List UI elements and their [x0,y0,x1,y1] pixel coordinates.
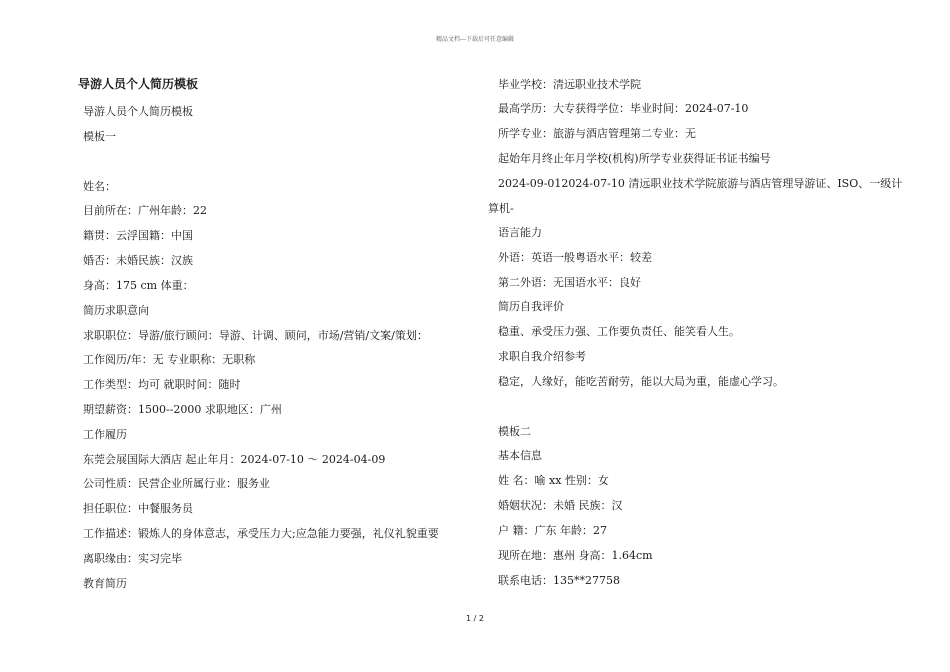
text-line: 婚姻状况：未婚 民族：汉 [498,499,623,512]
text-line: 户 籍：广东 年龄：27 [498,524,607,537]
text-line: 现所在地：惠州 身高：1.64cm [498,549,653,562]
section-heading: 语言能力 [498,226,542,239]
page-number: 1 / 2 [466,614,484,623]
section-heading: 基本信息 [498,449,542,462]
section-heading: 模板二 [498,425,531,438]
text-line: 所学专业：旅游与酒店管理第二专业：无 [498,127,696,140]
text-line: 稳定，人缘好，能吃苦耐劳，能以大局为重，能虚心学习。 [498,375,784,388]
text-line: 工作阅历/年：无 专业职称：无职称 [83,353,256,366]
text-line: 起始年月终止年月学校(机构)所学专业获得证书证书编号 [498,152,771,165]
text-line: 姓 名：喻 xx 性别：女 [498,474,609,487]
text-line: 最高学历：大专获得学位：毕业时间：2024-07-10 [498,102,749,115]
text-line: 公司性质：民营企业所属行业：服务业 [83,477,270,490]
text-line: 第二外语：无国语水平：良好 [498,276,641,289]
text-line: 联系电话：135**27758 [498,574,620,587]
text-line: 工作描述：锻炼人的身体意志，承受压力大;应急能力要强，礼仪礼貌重要 [83,527,439,540]
text-line: 姓名： [83,180,116,193]
text-line: 籍贯：云浮国籍：中国 [83,229,193,242]
section-heading: 求职自我介绍参考 [498,350,586,363]
text-line: 担任职位：中餐服务员 [83,502,193,515]
text-line: 求职职位：导游/旅行顾问：导游、计调、顾问，市场/营销/文案/策划： [83,329,428,342]
text-line: 目前所在：广州年龄：22 [83,204,207,217]
section-heading: 简历求职意向 [83,304,149,317]
text-line: 毕业学校：清远职业技术学院 [498,78,641,91]
text-line: 算机- [488,202,514,215]
text-line: 工作类型：均可 就职时间：随时 [83,378,241,391]
document-title: 导游人员个人简历模板 [78,77,199,91]
section-heading: 教育简历 [83,577,127,590]
text-line: 期望薪资：1500--2000 求职地区：广州 [83,403,282,416]
text-line: 模板一 [83,130,116,143]
text-line: 导游人员个人简历模板 [83,105,193,118]
text-line: 2024-09-012024-07-10 清远职业技术学院旅游与酒店管理导游证、ISO、一级计 [498,177,903,190]
text-line: 身高：175 cm 体重： [83,279,194,292]
section-heading: 简历自我评价 [498,300,564,313]
text-line: 外语：英语一般粤语水平：较差 [498,251,652,264]
text-line: 离职缘由：实习完毕 [83,552,182,565]
header-note: 精品文档---下载后可任意编辑 [435,36,515,43]
section-heading: 工作履历 [83,428,127,441]
text-line: 稳重、承受压力强、工作要负责任、能笑看人生。 [498,325,740,338]
text-line: 东莞会展国际大酒店 起止年月：2024-07-10 ～ 2024-04-09 [83,453,386,466]
text-line: 婚否：未婚民族：汉族 [83,254,193,267]
